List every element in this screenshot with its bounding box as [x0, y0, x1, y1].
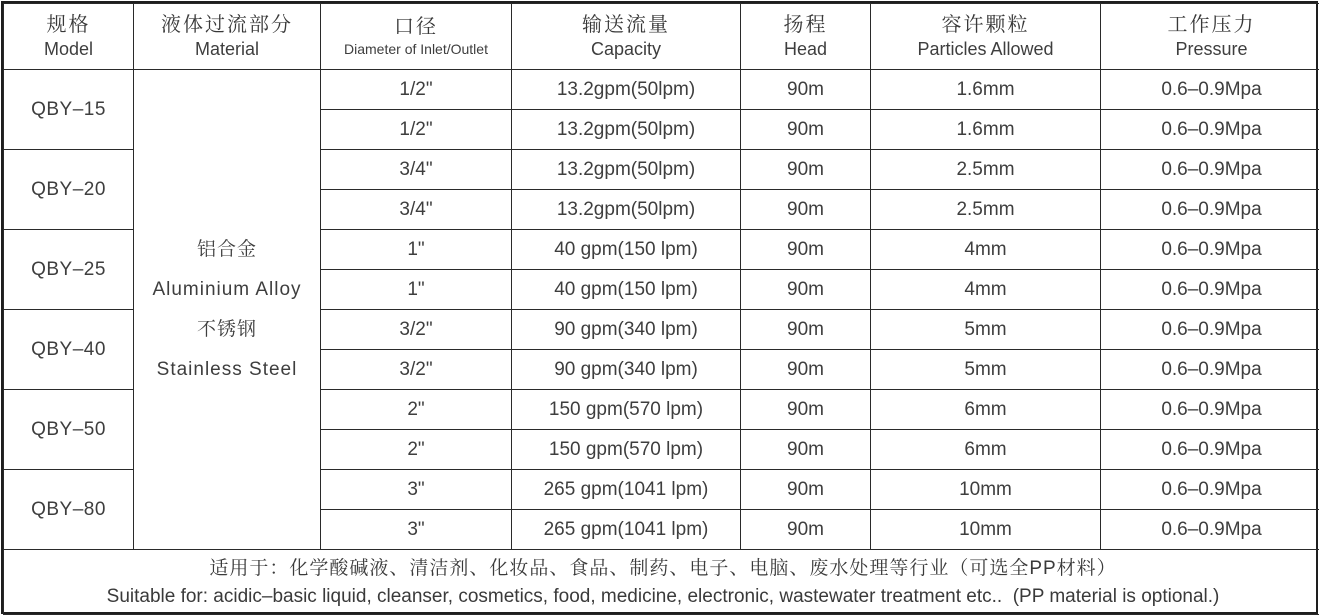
particles-cell: 4mm [871, 230, 1101, 270]
model-cell-qby50: QBY–50 [4, 390, 134, 470]
pressure-cell: 0.6–0.9Mpa [1101, 190, 1319, 230]
col-header-diameter-en: Diameter of Inlet/Outlet [344, 41, 488, 57]
material-line: Stainless Steel [156, 358, 298, 380]
particles-cell: 5mm [871, 350, 1101, 390]
particles-cell: 1.6mm [871, 110, 1101, 150]
diameter-cell: 3/4" [321, 150, 512, 190]
col-header-model-en: Model [43, 39, 94, 59]
diameter-cell: 3/2" [321, 310, 512, 350]
col-header-capacity-zh: 输送流量 [582, 14, 670, 36]
pump-spec-table [3, 3, 1319, 615]
col-header-head [741, 4, 871, 70]
head-cell: 90m [741, 310, 871, 350]
model-cell-qby20: QBY–20 [4, 150, 134, 230]
diameter-cell: 2" [321, 390, 512, 430]
col-header-pressure-zh: 工作压力 [1167, 14, 1256, 36]
col-header-diameter-zh: 口径 [394, 16, 438, 38]
pressure-cell: 0.6–0.9Mpa [1101, 270, 1319, 310]
particles-cell: 6mm [871, 430, 1101, 470]
capacity-cell: 40 gpm(150 lpm) [512, 230, 741, 270]
col-header-capacity [512, 4, 741, 70]
capacity-cell: 40 gpm(150 lpm) [512, 270, 741, 310]
model-cell-qby80: QBY–80 [4, 470, 134, 550]
footer-row [4, 550, 1319, 615]
particles-cell: 2.5mm [871, 190, 1101, 230]
pressure-cell: 0.6–0.9Mpa [1101, 390, 1319, 430]
diameter-cell: 3/4" [321, 190, 512, 230]
head-cell: 90m [741, 470, 871, 510]
head-cell: 90m [741, 510, 871, 550]
col-header-particles-en: Particles Allowed [917, 39, 1054, 59]
col-header-pressure-en: Pressure [1175, 39, 1248, 59]
capacity-cell: 90 gpm(340 lpm) [512, 310, 741, 350]
particles-cell: 5mm [871, 310, 1101, 350]
model-cell-qby15: QBY–15 [4, 70, 134, 150]
col-header-head-zh: 扬程 [783, 14, 828, 36]
suitability-note [4, 550, 1319, 615]
capacity-cell: 265 gpm(1041 lpm) [512, 510, 741, 550]
material-line: 铝合金 [196, 238, 257, 260]
pressure-cell: 0.6–0.9Mpa [1101, 470, 1319, 510]
head-cell: 90m [741, 190, 871, 230]
head-cell: 90m [741, 150, 871, 190]
col-header-particles-zh: 容许颗粒 [941, 14, 1030, 36]
head-cell: 90m [741, 390, 871, 430]
col-header-head-en: Head [783, 39, 828, 59]
particles-cell: 1.6mm [871, 70, 1101, 110]
col-header-capacity-en: Capacity [590, 39, 662, 59]
pressure-cell: 0.6–0.9Mpa [1101, 230, 1319, 270]
pressure-cell: 0.6–0.9Mpa [1101, 150, 1319, 190]
col-header-material-zh: 液体过流部分 [161, 14, 293, 36]
pressure-cell: 0.6–0.9Mpa [1101, 70, 1319, 110]
head-cell: 90m [741, 350, 871, 390]
material-line: Aluminium Alloy [152, 278, 302, 300]
pressure-cell: 0.6–0.9Mpa [1101, 110, 1319, 150]
pressure-cell: 0.6–0.9Mpa [1101, 310, 1319, 350]
capacity-cell: 13.2gpm(50lpm) [512, 150, 741, 190]
pressure-cell: 0.6–0.9Mpa [1101, 350, 1319, 390]
diameter-cell: 3" [321, 510, 512, 550]
particles-cell: 10mm [871, 510, 1101, 550]
diameter-cell: 3" [321, 470, 512, 510]
capacity-cell: 150 gpm(570 lpm) [512, 430, 741, 470]
diameter-cell: 1" [321, 230, 512, 270]
material-line: 不锈钢 [196, 318, 257, 340]
col-header-model [4, 4, 134, 70]
suitability-note-zh: 适用于：化学酸碱液、清洁剂、化妆品、食品、制药、电子、电脑、废水处理等行业（可选全PP材料） [209, 557, 1117, 579]
col-header-model-zh: 规格 [46, 14, 91, 36]
head-cell: 90m [741, 110, 871, 150]
particles-cell: 2.5mm [871, 150, 1101, 190]
capacity-cell: 265 gpm(1041 lpm) [512, 470, 741, 510]
diameter-cell: 1/2" [321, 110, 512, 150]
model-cell-qby40: QBY–40 [4, 310, 134, 390]
head-cell: 90m [741, 270, 871, 310]
table-row [4, 70, 1319, 110]
col-header-material-en: Material [194, 39, 260, 59]
diameter-cell: 1" [321, 270, 512, 310]
spec-table-frame [1, 1, 1318, 614]
capacity-cell: 90 gpm(340 lpm) [512, 350, 741, 390]
head-cell: 90m [741, 430, 871, 470]
col-header-material [134, 4, 321, 70]
pressure-cell: 0.6–0.9Mpa [1101, 430, 1319, 470]
pressure-cell: 0.6–0.9Mpa [1101, 510, 1319, 550]
suitability-note-en: Suitable for: acidic–basic liquid, cleanser, cosmetics, food, medicine, electronic, wastewater treatment etc.. (PP material is optional.) [106, 585, 1220, 607]
capacity-cell: 13.2gpm(50lpm) [512, 110, 741, 150]
col-header-diameter [321, 4, 512, 70]
head-cell: 90m [741, 230, 871, 270]
col-header-pressure [1101, 4, 1319, 70]
col-header-particles [871, 4, 1101, 70]
diameter-cell: 3/2" [321, 350, 512, 390]
particles-cell: 10mm [871, 470, 1101, 510]
capacity-cell: 13.2gpm(50lpm) [512, 70, 741, 110]
material-cell [134, 70, 321, 550]
diameter-cell: 2" [321, 430, 512, 470]
head-cell: 90m [741, 70, 871, 110]
particles-cell: 6mm [871, 390, 1101, 430]
header-row [4, 4, 1319, 70]
capacity-cell: 13.2gpm(50lpm) [512, 190, 741, 230]
particles-cell: 4mm [871, 270, 1101, 310]
model-cell-qby25: QBY–25 [4, 230, 134, 310]
capacity-cell: 150 gpm(570 lpm) [512, 390, 741, 430]
diameter-cell: 1/2" [321, 70, 512, 110]
